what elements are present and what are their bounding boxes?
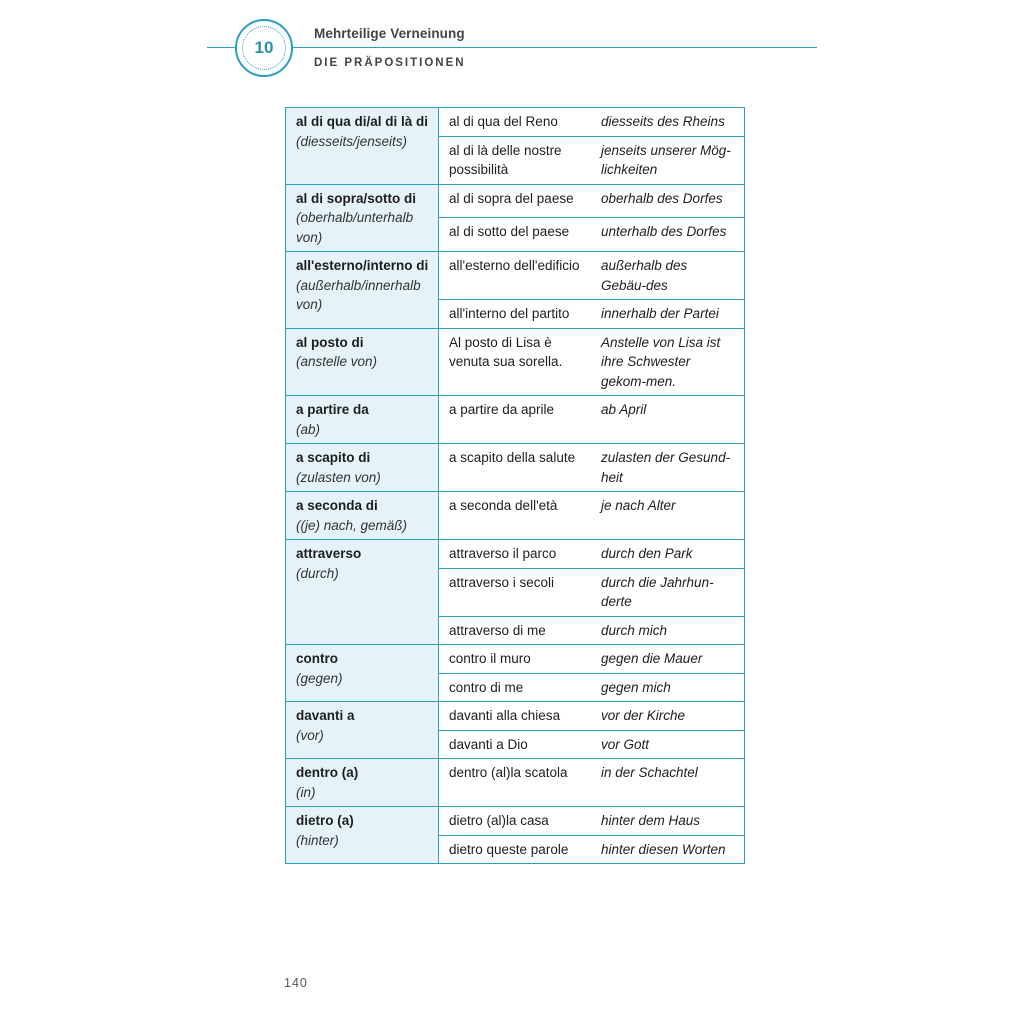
table-row [286, 184, 745, 218]
preposition-translation: ((je) nach, gemäß) [296, 517, 408, 533]
preposition-term: attraverso [296, 546, 362, 561]
german-example: innerhalb der Partei [591, 300, 745, 329]
table-row [286, 759, 745, 807]
italian-example: a seconda dell'età [439, 492, 592, 540]
table-row [286, 540, 745, 569]
preposition-cell [286, 492, 439, 540]
italian-example: all'esterno dell'edificio [439, 252, 592, 300]
german-example: Anstelle von Lisa ist ihre Schwester gekom-men. [591, 328, 745, 396]
italian-example: al di sopra del paese [439, 184, 592, 218]
german-example: vor Gott [591, 730, 745, 759]
italian-example: al di qua del Reno [439, 108, 592, 137]
preposition-translation: (vor) [296, 727, 324, 743]
preposition-term: al posto di [296, 334, 364, 350]
german-example: hinter dem Haus [591, 807, 745, 836]
preposition-cell [286, 645, 439, 702]
preposition-term: al di qua di/al di là di [296, 114, 429, 129]
table-row [286, 252, 745, 300]
preposition-cell [286, 540, 439, 645]
table-row [286, 444, 745, 492]
german-example: oberhalb des Dorfes [591, 184, 745, 218]
table-row [286, 702, 745, 731]
preposition-translation: (oberhalb/unterhalb von) [296, 210, 414, 245]
preposition-term: a partire da [296, 402, 369, 417]
prepositions-table [285, 107, 745, 864]
preposition-term: a scapito di [296, 450, 371, 465]
italian-example: al di sotto del paese [439, 218, 592, 252]
chapter-title: Mehrteilige Verneinung [314, 26, 465, 41]
german-example: gegen mich [591, 673, 745, 702]
german-example: ab April [591, 396, 745, 444]
german-example: in der Schachtel [591, 759, 745, 807]
german-example: jenseits unserer Mög-lichkeiten [591, 136, 745, 184]
italian-example: attraverso il parco [439, 540, 592, 569]
italian-example: davanti a Dio [439, 730, 592, 759]
preposition-translation: (außerhalb/innerhalb von) [296, 277, 421, 312]
german-example: hinter diesen Worten [591, 835, 745, 864]
preposition-translation: (zulasten von) [296, 469, 381, 485]
preposition-translation: (ab) [296, 421, 321, 437]
preposition-translation: (hinter) [296, 832, 339, 848]
preposition-cell [286, 108, 439, 185]
preposition-translation: (anstelle von) [296, 354, 378, 369]
german-example: zulasten der Gesund-heit [591, 444, 745, 492]
german-example: diesseits des Rheins [591, 108, 745, 137]
german-example: durch mich [591, 616, 745, 645]
german-example: außerhalb des Gebäu-des [591, 252, 745, 300]
german-example: vor der Kirche [591, 702, 745, 731]
italian-example: Al posto di Lisa è venuta sua sorella. [439, 328, 592, 396]
section-title: DIE PRÄPOSITIONEN [314, 57, 466, 69]
italian-example: dietro queste parole [439, 835, 592, 864]
chapter-badge [235, 19, 293, 77]
table-row [286, 645, 745, 674]
table-row [286, 108, 745, 137]
preposition-translation: (gegen) [296, 670, 343, 686]
preposition-term: dentro (a) [296, 765, 359, 780]
italian-example: contro di me [439, 673, 592, 702]
header-rule [207, 47, 817, 48]
german-example: gegen die Mauer [591, 645, 745, 674]
preposition-cell [286, 184, 439, 252]
italian-example: all'interno del partito [439, 300, 592, 329]
preposition-term: all'esterno/interno di [296, 258, 429, 273]
preposition-cell [286, 252, 439, 329]
italian-example: a scapito della salute [439, 444, 592, 492]
italian-example: dietro (al)la casa [439, 807, 592, 836]
preposition-term: davanti a [296, 708, 355, 723]
italian-example: attraverso i secoli [439, 568, 592, 616]
table-row [286, 328, 745, 396]
italian-example: a partire da aprile [439, 396, 592, 444]
preposition-cell [286, 807, 439, 864]
table-row [286, 807, 745, 836]
preposition-translation: (in) [296, 784, 316, 800]
italian-example: davanti alla chiesa [439, 702, 592, 731]
preposition-cell [286, 702, 439, 759]
german-example: durch den Park [591, 540, 745, 569]
preposition-term: al di sopra/sotto di [296, 190, 417, 206]
preposition-term: contro [296, 651, 338, 666]
preposition-cell [286, 759, 439, 807]
table-row [286, 396, 745, 444]
italian-example: attraverso di me [439, 616, 592, 645]
table-row [286, 492, 745, 540]
table-body [286, 108, 745, 864]
german-example: je nach Alter [591, 492, 745, 540]
german-example: durch die Jahrhun-derte [591, 568, 745, 616]
italian-example: dentro (al)la scatola [439, 759, 592, 807]
german-example: unterhalb des Dorfes [591, 218, 745, 252]
preposition-cell [286, 328, 439, 396]
preposition-term: dietro (a) [296, 813, 354, 828]
preposition-term: a seconda di [296, 498, 378, 513]
preposition-cell [286, 396, 439, 444]
italian-example: al di là delle nostre possibilità [439, 136, 592, 184]
italian-example: contro il muro [439, 645, 592, 674]
preposition-translation: (diesseits/jenseits) [296, 133, 408, 149]
chapter-number: 10 [242, 26, 286, 70]
preposition-translation: (durch) [296, 565, 339, 581]
preposition-cell [286, 444, 439, 492]
page-number: 140 [284, 976, 308, 990]
